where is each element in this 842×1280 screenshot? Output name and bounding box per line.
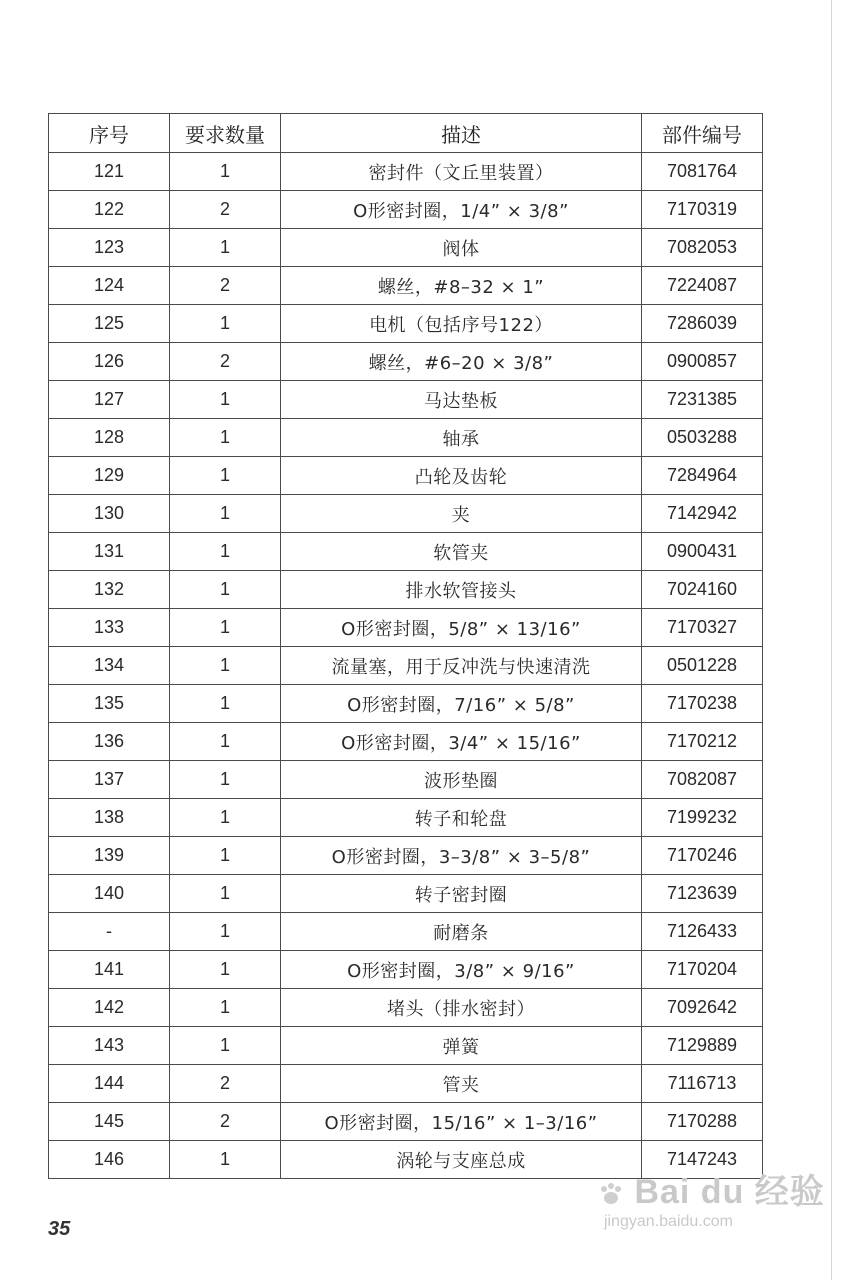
cell-desc: 夹 <box>281 495 642 533</box>
cell-desc: O形密封圈，1/4” × 3/8” <box>281 191 642 229</box>
cell-seq: 125 <box>49 305 170 343</box>
cell-qty: 2 <box>170 1065 281 1103</box>
cell-desc: 螺丝，#6–20 × 3/8” <box>281 343 642 381</box>
cell-part-no: 7147243 <box>642 1141 763 1179</box>
parts-table <box>48 113 763 1179</box>
watermark-logo <box>598 1172 825 1212</box>
cell-seq: 139 <box>49 837 170 875</box>
cell-seq: 126 <box>49 343 170 381</box>
cell-desc: 轴承 <box>281 419 642 457</box>
cell-desc: 螺丝，#8–32 × 1” <box>281 267 642 305</box>
cell-desc: 堵头（排水密封） <box>281 989 642 1027</box>
table-row <box>49 495 763 533</box>
cell-desc: 涡轮与支座总成 <box>281 1141 642 1179</box>
cell-part-no: 7081764 <box>642 153 763 191</box>
cell-seq: 144 <box>49 1065 170 1103</box>
cell-seq: 141 <box>49 951 170 989</box>
table-row <box>49 153 763 191</box>
cell-seq: 140 <box>49 875 170 913</box>
cell-desc: 阀体 <box>281 229 642 267</box>
cell-seq: 145 <box>49 1103 170 1141</box>
header-part-no: 部件编号 <box>642 114 763 153</box>
cell-seq: 135 <box>49 685 170 723</box>
cell-part-no: 7170319 <box>642 191 763 229</box>
cell-desc: 流量塞，用于反冲洗与快速清洗 <box>281 647 642 685</box>
cell-part-no: 7170212 <box>642 723 763 761</box>
cell-seq: 133 <box>49 609 170 647</box>
cell-desc: 密封件（文丘里装置） <box>281 153 642 191</box>
table-body <box>49 153 763 1179</box>
table-row <box>49 305 763 343</box>
cell-seq: 122 <box>49 191 170 229</box>
cell-part-no: 7024160 <box>642 571 763 609</box>
cell-part-no: 7092642 <box>642 989 763 1027</box>
cell-seq: 143 <box>49 1027 170 1065</box>
cell-desc: 弹簧 <box>281 1027 642 1065</box>
cell-qty: 1 <box>170 761 281 799</box>
cell-qty: 1 <box>170 229 281 267</box>
cell-seq: 121 <box>49 153 170 191</box>
watermark-url: jingyan.baidu.com <box>604 1213 733 1230</box>
table-row <box>49 343 763 381</box>
cell-seq: 128 <box>49 419 170 457</box>
cell-desc: O形密封圈，7/16” × 5/8” <box>281 685 642 723</box>
cell-seq: 131 <box>49 533 170 571</box>
table-row <box>49 1103 763 1141</box>
cell-qty: 2 <box>170 191 281 229</box>
header-seq: 序号 <box>49 114 170 153</box>
cell-desc: O形密封圈，15/16” × 1–3/16” <box>281 1103 642 1141</box>
table-row <box>49 381 763 419</box>
table-row <box>49 267 763 305</box>
cell-seq: 146 <box>49 1141 170 1179</box>
cell-qty: 2 <box>170 267 281 305</box>
cell-part-no: 7082087 <box>642 761 763 799</box>
cell-desc: 电机（包括序号122） <box>281 305 642 343</box>
cell-part-no: 7224087 <box>642 267 763 305</box>
cell-part-no: 7123639 <box>642 875 763 913</box>
cell-qty: 1 <box>170 723 281 761</box>
table-row <box>49 761 763 799</box>
cell-qty: 1 <box>170 647 281 685</box>
cell-seq: 142 <box>49 989 170 1027</box>
cell-desc: O形密封圈，3/8” × 9/16” <box>281 951 642 989</box>
baidu-watermark <box>598 1172 825 1232</box>
cell-part-no: 7170246 <box>642 837 763 875</box>
table-row <box>49 951 763 989</box>
table-row <box>49 799 763 837</box>
cell-seq: 137 <box>49 761 170 799</box>
paw-icon <box>598 1181 624 1207</box>
cell-qty: 1 <box>170 1027 281 1065</box>
cell-qty: 1 <box>170 419 281 457</box>
table-row <box>49 533 763 571</box>
cell-desc: 转子和轮盘 <box>281 799 642 837</box>
cell-seq: 130 <box>49 495 170 533</box>
table-row <box>49 723 763 761</box>
cell-part-no: 0900431 <box>642 533 763 571</box>
table-row <box>49 571 763 609</box>
cell-qty: 2 <box>170 1103 281 1141</box>
table-row <box>49 1065 763 1103</box>
cell-part-no: 7170327 <box>642 609 763 647</box>
cell-seq: 132 <box>49 571 170 609</box>
cell-seq: 134 <box>49 647 170 685</box>
cell-desc: O形密封圈，3/4” × 15/16” <box>281 723 642 761</box>
header-desc: 描述 <box>281 114 642 153</box>
cell-qty: 1 <box>170 381 281 419</box>
cell-qty: 1 <box>170 153 281 191</box>
table-row <box>49 1027 763 1065</box>
cell-seq: 124 <box>49 267 170 305</box>
table-row <box>49 191 763 229</box>
cell-qty: 1 <box>170 685 281 723</box>
cell-qty: 1 <box>170 305 281 343</box>
cell-desc: O形密封圈，5/8” × 13/16” <box>281 609 642 647</box>
table-row <box>49 685 763 723</box>
cell-qty: 1 <box>170 913 281 951</box>
cell-qty: 1 <box>170 1141 281 1179</box>
cell-qty: 1 <box>170 571 281 609</box>
cell-desc: O形密封圈，3–3/8” × 3–5/8” <box>281 837 642 875</box>
cell-seq: - <box>49 913 170 951</box>
cell-desc: 管夹 <box>281 1065 642 1103</box>
table-row <box>49 875 763 913</box>
table-row <box>49 419 763 457</box>
cell-desc: 马达垫板 <box>281 381 642 419</box>
table-row <box>49 457 763 495</box>
cell-qty: 1 <box>170 837 281 875</box>
cell-qty: 1 <box>170 875 281 913</box>
cell-desc: 耐磨条 <box>281 913 642 951</box>
cell-desc: 凸轮及齿轮 <box>281 457 642 495</box>
table-header-row <box>49 114 763 153</box>
cell-part-no: 7142942 <box>642 495 763 533</box>
cell-part-no: 0503288 <box>642 419 763 457</box>
table-row <box>49 837 763 875</box>
table-row <box>49 913 763 951</box>
cell-part-no: 7116713 <box>642 1065 763 1103</box>
cell-part-no: 7231385 <box>642 381 763 419</box>
cell-qty: 1 <box>170 495 281 533</box>
cell-qty: 1 <box>170 951 281 989</box>
cell-seq: 136 <box>49 723 170 761</box>
cell-qty: 1 <box>170 989 281 1027</box>
cell-part-no: 7129889 <box>642 1027 763 1065</box>
cell-qty: 1 <box>170 609 281 647</box>
cell-part-no: 7199232 <box>642 799 763 837</box>
table-row <box>49 609 763 647</box>
cell-part-no: 7126433 <box>642 913 763 951</box>
cell-part-no: 7284964 <box>642 457 763 495</box>
table-row <box>49 647 763 685</box>
table-row <box>49 989 763 1027</box>
cell-seq: 127 <box>49 381 170 419</box>
cell-desc: 转子密封圈 <box>281 875 642 913</box>
page-number: 35 <box>48 1218 71 1240</box>
page-edge-line <box>831 0 832 1280</box>
cell-desc: 排水软管接头 <box>281 571 642 609</box>
header-qty: 要求数量 <box>170 114 281 153</box>
cell-qty: 2 <box>170 343 281 381</box>
cell-part-no: 7170204 <box>642 951 763 989</box>
cell-seq: 138 <box>49 799 170 837</box>
cell-part-no: 7286039 <box>642 305 763 343</box>
cell-desc: 软管夹 <box>281 533 642 571</box>
cell-qty: 1 <box>170 533 281 571</box>
watermark-logo-text: Bai du 经验 <box>634 1173 825 1211</box>
cell-qty: 1 <box>170 457 281 495</box>
cell-seq: 129 <box>49 457 170 495</box>
table-row <box>49 229 763 267</box>
cell-desc: 波形垫圈 <box>281 761 642 799</box>
cell-part-no: 0900857 <box>642 343 763 381</box>
cell-part-no: 7170288 <box>642 1103 763 1141</box>
cell-part-no: 7082053 <box>642 229 763 267</box>
cell-part-no: 0501228 <box>642 647 763 685</box>
cell-qty: 1 <box>170 799 281 837</box>
cell-seq: 123 <box>49 229 170 267</box>
cell-part-no: 7170238 <box>642 685 763 723</box>
